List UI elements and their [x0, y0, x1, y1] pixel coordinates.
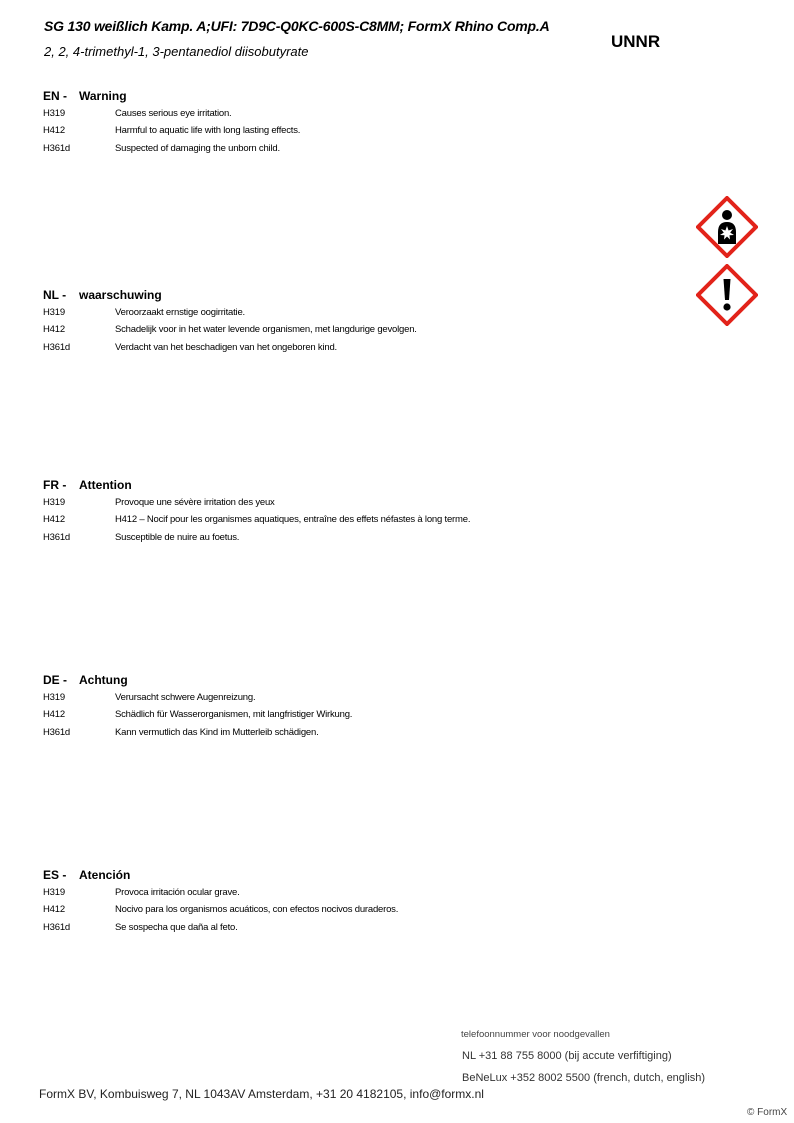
language-code: FR - [43, 478, 67, 492]
section-heading [43, 286, 683, 304]
hazard-statement: Provoque une sévère irritation des yeux [115, 497, 275, 508]
hazard-row [43, 339, 683, 356]
emergency-phone-nl: NL +31 88 755 8000 (bij accute verfiftiging) [462, 1050, 672, 1062]
hazard-code: H412 [43, 514, 65, 526]
signal-word: Achtung [79, 673, 128, 687]
document-title: SG 130 weißlich Kamp. A;UFI: 7D9C-Q0KC-600S-C8MM; FormX Rhino Comp.A [44, 18, 550, 34]
hazard-statement: Kann vermutlich das Kind im Mutterleib schädigen. [115, 726, 319, 738]
hazard-code: H412 [43, 324, 65, 336]
hazard-code: H319 [43, 887, 65, 898]
hazard-statement: Suspected of damaging the unborn child. [115, 142, 280, 154]
hazard-statement: Provoca irritación ocular grave. [115, 887, 240, 898]
hazard-code: H361d [43, 531, 70, 543]
section-es [43, 866, 683, 936]
hazard-row [43, 724, 683, 741]
section-heading [43, 87, 683, 105]
health-hazard-icon [696, 196, 758, 258]
emergency-phone-benelux: BeNeLux +352 8002 5500 (french, dutch, english) [462, 1072, 706, 1084]
hazard-row [43, 511, 683, 528]
un-number-code: UNNR [611, 32, 661, 51]
hazard-statement: Schadelijk voor in het water levende organismen, met langdurige gevolgen. [115, 324, 417, 336]
hazard-row [43, 919, 683, 936]
hazard-code: H361d [43, 341, 70, 353]
hazard-statement: Nocivo para los organismos acuáticos, con efectos nocivos duraderos. [115, 904, 399, 916]
hazard-code: H412 [43, 709, 65, 721]
hazard-code: H319 [43, 307, 65, 318]
exclamation-mark-icon [696, 264, 758, 326]
section-heading [43, 476, 683, 494]
hazard-row [43, 706, 683, 723]
hazard-statement: Schädlich für Wasserorganismen, mit langfristiger Wirkung. [115, 709, 353, 721]
hazard-code: H361d [43, 726, 70, 738]
section-de [43, 671, 683, 741]
hazard-row [43, 105, 683, 122]
hazard-statement: H412 – Nocif pour les organismes aquatiques, entraîne des effets néfastes à long terme. [115, 514, 471, 526]
hazard-statement: Verursacht schwere Augenreizung. [115, 692, 256, 703]
section-heading [43, 671, 683, 689]
signal-word: Warning [79, 89, 127, 103]
hazard-code: H319 [43, 692, 65, 703]
hazard-row [43, 304, 683, 321]
hazard-statement: Causes serious eye irritation. [115, 108, 232, 119]
hazard-row [43, 122, 683, 139]
hazard-row [43, 140, 683, 157]
copyright-notice: © FormX [747, 1107, 788, 1118]
hazard-code: H361d [43, 142, 70, 154]
hazard-statement: Harmful to aquatic life with long lasting effects. [115, 125, 301, 137]
hazard-row [43, 529, 683, 546]
hazard-row [43, 321, 683, 338]
hazard-code: H412 [43, 125, 65, 137]
hazard-statement: Se sospecha que daña al feto. [115, 921, 238, 933]
hazard-statement: Veroorzaakt ernstige oogirritatie. [115, 307, 245, 318]
hazard-row [43, 884, 683, 901]
section-en [43, 87, 683, 157]
hazard-row [43, 689, 683, 706]
emergency-phone-label: telefoonnummer voor noodgevallen [461, 1029, 610, 1040]
language-code: DE - [43, 673, 67, 687]
language-code: ES - [43, 868, 67, 882]
hazard-statement: Verdacht van het beschadigen van het ongeboren kind. [115, 341, 337, 353]
company-address: FormX BV, Kombuisweg 7, NL 1043AV Amsterdam, +31 20 4182105, info@formx.nl [39, 1087, 484, 1101]
hazard-code: H412 [43, 904, 65, 916]
language-code: NL - [43, 288, 67, 302]
signal-word: waarschuwing [79, 288, 162, 302]
hazard-code: H361d [43, 921, 70, 933]
hazard-code: H319 [43, 497, 65, 508]
language-code: EN - [43, 89, 67, 103]
hazard-row [43, 901, 683, 918]
section-heading [43, 866, 683, 884]
section-nl [43, 286, 683, 356]
hazard-row [43, 494, 683, 511]
hazard-statement: Susceptible de nuire au foetus. [115, 531, 240, 543]
signal-word: Attention [79, 478, 132, 492]
signal-word: Atención [79, 868, 131, 882]
section-fr [43, 476, 683, 546]
substance-name: 2, 2, 4-trimethyl-1, 3-pentanediol diisobutyrate [44, 44, 309, 59]
hazard-code: H319 [43, 108, 65, 119]
